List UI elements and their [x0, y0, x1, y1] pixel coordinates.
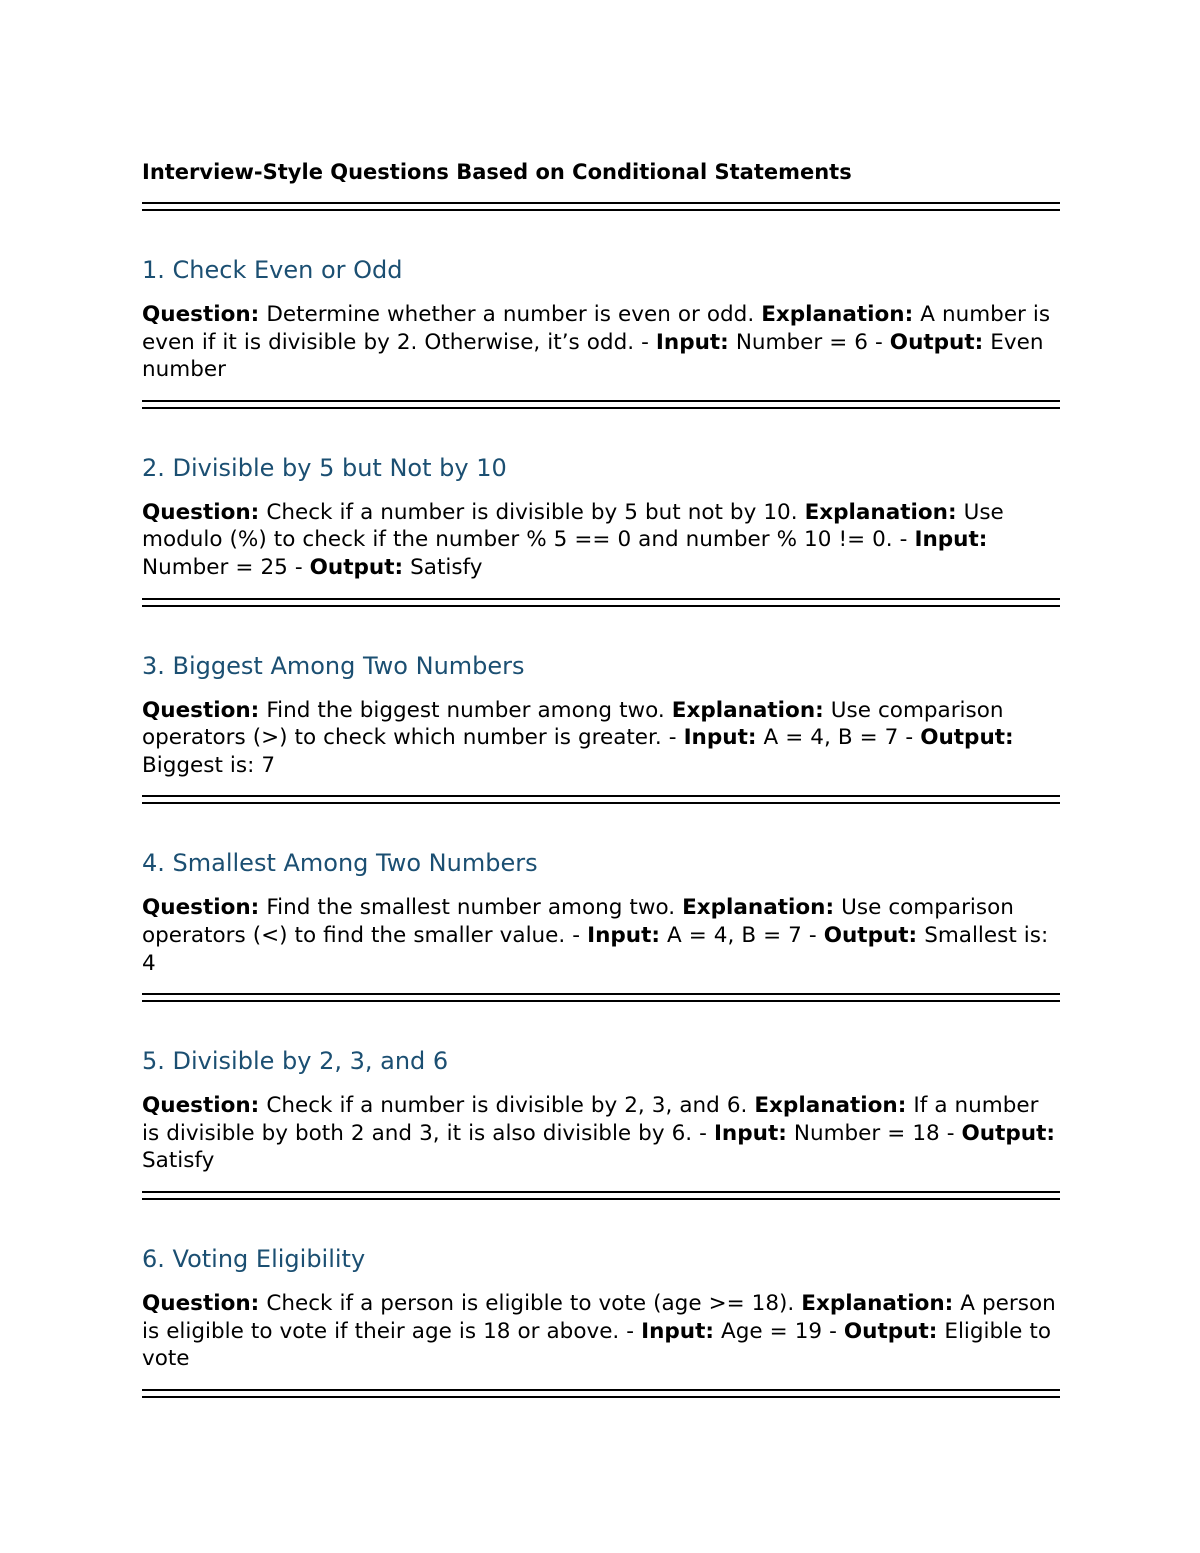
- input-label: Input:: [655, 329, 729, 355]
- output-text: Eligible to vote: [142, 1318, 1051, 1372]
- section-divisible-5-not-10: [142, 409, 1060, 607]
- input-label: Input:: [683, 725, 757, 751]
- explanation-label: Explanation:: [754, 1093, 907, 1119]
- input-text: Number = 25: [142, 554, 288, 580]
- input-label: Input:: [641, 1318, 714, 1344]
- section-divider: [142, 993, 1060, 1002]
- section-check-even-odd: [142, 211, 1060, 409]
- question-text: Find the biggest number among two.: [266, 697, 665, 723]
- question-label: Question:: [142, 302, 260, 327]
- section-divider: [142, 598, 1060, 607]
- explanation-label: Explanation:: [801, 1290, 954, 1316]
- section-voting-eligibility: [142, 1200, 1060, 1398]
- output-text: Satisfy: [410, 554, 483, 580]
- explanation-label: Explanation:: [682, 895, 835, 921]
- question-label: Question:: [142, 697, 260, 723]
- question-label: Question:: [142, 499, 260, 525]
- input-label: Input:: [914, 527, 988, 553]
- section-body: Question: Check if a person is eligible to vote (age >= 18). Explanation: A person is eligible to vote if their age is 18 or above. - Input: Age = 19 - Output: Eligible to vote: [142, 1290, 1056, 1372]
- question-text: Find the smallest number among two.: [266, 895, 676, 921]
- output-label: Output:: [920, 725, 1014, 751]
- question-label: Question:: [142, 1093, 260, 1119]
- section-body: Question: Determine whether a number is even or odd. Explanation: A number is even if it is divisible by 2. Otherwise, it’s odd. - Input: Number = 6 - Output: Even number: [142, 302, 1051, 383]
- question-text: Check if a number is divisible by 5 but not by 10.: [266, 499, 798, 525]
- explanation-label: Explanation:: [804, 499, 957, 525]
- section-biggest-two-numbers: [142, 607, 1060, 805]
- output-text: Even number: [142, 329, 1044, 383]
- section-body: Question: Check if a number is divisible by 2, 3, and 6. Explanation: If a number is divisible by both 2 and 3, it is also divisible by 6. - Input: Number = 18 - Output: Satisfy: [142, 1093, 1055, 1174]
- section-divider: [142, 795, 1060, 804]
- question-text: Check if a person is eligible to vote (age >= 18).: [266, 1290, 795, 1316]
- sections-container: [142, 211, 1060, 1398]
- document-page: [142, 158, 1060, 1398]
- output-text: Biggest is: 7: [142, 752, 276, 778]
- input-text: Number = 6: [735, 329, 868, 355]
- explanation-text: Use comparison operators (>) to check which number is greater.: [142, 697, 1004, 751]
- section-body: Question: Find the smallest number among two. Explanation: Use comparison operators (<) to find the smaller value. - Input: A = 4, B = 7 - Output: Smallest is: 4: [142, 895, 1049, 976]
- input-text: Number = 18: [793, 1120, 940, 1146]
- input-text: A = 4, B = 7: [763, 725, 899, 751]
- question-label: Question:: [142, 895, 260, 921]
- output-text: Satisfy: [142, 1148, 215, 1174]
- output-label: Output:: [309, 554, 404, 580]
- output-label: Output:: [823, 922, 918, 948]
- explanation-label: Explanation:: [761, 302, 914, 327]
- document-title: Interview-Style Questions Based on Conditional Statements: [142, 160, 852, 184]
- question-text: Check if a number is divisible by 2, 3, and 6.: [266, 1093, 748, 1119]
- section-divider: [142, 400, 1060, 409]
- input-text: Age = 19: [721, 1318, 823, 1344]
- explanation-text: If a number is divisible by both 2 and 3, it is also divisible by 6.: [142, 1093, 1039, 1146]
- section-smallest-two-numbers: [142, 804, 1060, 1002]
- output-label: Output:: [843, 1318, 938, 1344]
- explanation-label: Explanation:: [671, 697, 824, 723]
- section-heading: 1. Check Even or Odd: [142, 256, 403, 284]
- section-divider: [142, 1389, 1060, 1398]
- section-heading: 3. Biggest Among Two Numbers: [142, 651, 525, 680]
- input-text: A = 4, B = 7: [667, 922, 802, 948]
- explanation-text: Use comparison operators (<) to find the smaller value.: [142, 895, 1014, 948]
- output-label: Output:: [889, 329, 984, 355]
- section-divider: [142, 1191, 1060, 1200]
- input-label: Input:: [587, 922, 660, 948]
- section-body: Question: Check if a number is divisible by 5 but not by 10. Explanation: Use modulo (%) to check if the number % 5 == 0 and number % 10 != 0. - Input: Number = 25 - Output: Satisfy: [142, 499, 1004, 580]
- section-heading: 2. Divisible by 5 but Not by 10: [142, 453, 507, 482]
- explanation-text: A person is eligible to vote if their age is 18 or above.: [142, 1290, 1056, 1344]
- question-text: Determine whether a number is even or odd.: [266, 302, 755, 327]
- explanation-text: A number is even if it is divisible by 2. Otherwise, it’s odd.: [142, 302, 1051, 355]
- section-heading: 5. Divisible by 2, 3, and 6: [142, 1047, 449, 1076]
- section-body: Question: Find the biggest number among two. Explanation: Use comparison operators (>) to check which number is greater. - Input: A = 4, B = 7 - Output: Biggest is: 7: [142, 697, 1014, 778]
- section-divisible-2-3-6: [142, 1002, 1060, 1200]
- output-label: Output:: [961, 1120, 1055, 1146]
- input-label: Input:: [713, 1120, 787, 1146]
- question-label: Question:: [142, 1290, 260, 1316]
- section-heading: 4. Smallest Among Two Numbers: [142, 849, 538, 878]
- output-text: Smallest is: 4: [142, 922, 1049, 976]
- title-divider: [142, 202, 1060, 211]
- explanation-text: Use modulo (%) to check if the number % 5 == 0 and number % 10 != 0.: [142, 499, 1004, 553]
- section-heading: 6. Voting Eligibility: [142, 1244, 366, 1273]
